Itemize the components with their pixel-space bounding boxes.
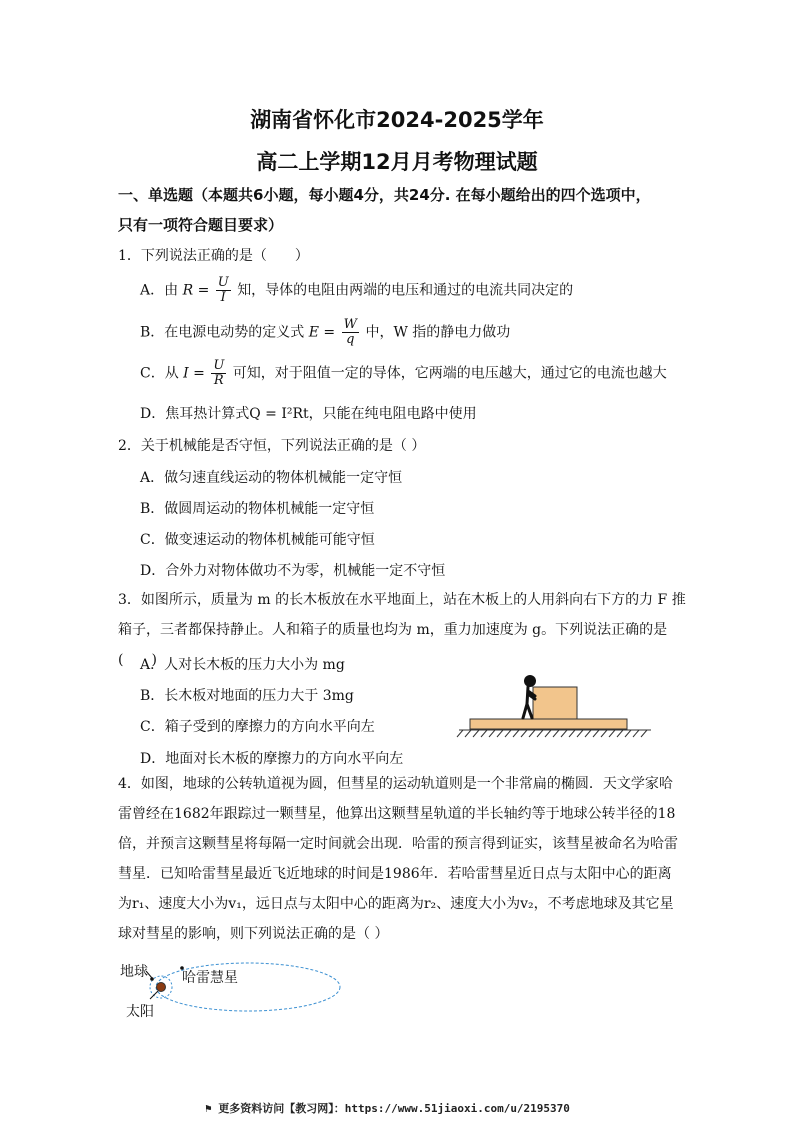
q1-a-prefix: A．由 bbox=[140, 282, 179, 299]
q4-stem bbox=[118, 769, 678, 949]
q1-stem: 1．下列说法正确的是（ ） bbox=[118, 248, 309, 264]
q1-option-d: D．焦耳热计算式Q = I²Rt，只能在纯电阻电路中使用 bbox=[140, 406, 477, 422]
q1-b-var: E bbox=[308, 324, 319, 341]
label-sun: 太阳 bbox=[126, 1004, 154, 1020]
footer-link[interactable]: 更多资料访问【教习网】：https://www.51jiaoxi.com/u/2195370 bbox=[218, 1102, 570, 1115]
q1-c-prefix: C．从 bbox=[140, 365, 179, 382]
q1-c-fraction bbox=[211, 359, 226, 388]
q1-c-var: I bbox=[183, 365, 189, 382]
q1-option-a: A．由 R = $\frac{U}{I}$ 知，导体的电阻由两端的电压和通过的电流共同决定的 bbox=[140, 275, 574, 305]
q1-b-denominator: q bbox=[346, 332, 355, 347]
q1-b-suffix: 中，W 指的静电力做功 bbox=[365, 324, 511, 341]
q1-a-suffix: 知，导体的电阻由两端的电压和通过的电流共同决定的 bbox=[237, 282, 574, 299]
q4-orbit-figure bbox=[118, 957, 348, 1021]
q1-c-suffix: 可知，对于阻值一定的导体，它两端的电压越大，通过它的电流也越大 bbox=[232, 365, 667, 382]
q1-b-prefix: B．在电源电动势的定义式 bbox=[140, 324, 305, 341]
q3-option-b: B．长木板对地面的压力大于 3mg bbox=[140, 688, 354, 704]
q4-line-3: 倍，并预言这颗彗星将每隔一定时间就会出现．哈雷的预言得到证实，该彗星被命名为哈雷 bbox=[118, 836, 678, 852]
q4-line-1: 4．如图，地球的公转轨道视为圆，但彗星的运动轨道则是一个非常扁的椭圆．天文学家哈 bbox=[118, 776, 673, 792]
q1-c-numerator: U bbox=[213, 358, 225, 373]
section-heading bbox=[118, 180, 678, 240]
title-line-2: 高二上学期12月月考物理试题 bbox=[256, 150, 538, 174]
q4-line-6: 球对彗星的影响，则下列说法正确的是（ ） bbox=[118, 926, 389, 942]
q3-option-c: C．箱子受到的摩擦力的方向水平向左 bbox=[140, 719, 375, 735]
q4-line-4: 彗星．已知哈雷彗星最近飞近地球的时间是1986年．若哈雷彗星近日点与太阳中心的距离 bbox=[118, 866, 672, 882]
q2-option-b: B．做圆周运动的物体机械能一定守恒 bbox=[140, 501, 375, 517]
q3-option-a: A．人对长木板的压力大小为 mg bbox=[140, 657, 345, 673]
q1-a-denominator: I bbox=[220, 290, 226, 305]
q2-option-a: A．做匀速直线运动的物体机械能一定守恒 bbox=[140, 470, 403, 486]
section-heading-line-2: 只有一项符合题目要求） bbox=[118, 216, 284, 234]
ground-hatching bbox=[457, 730, 651, 737]
q1-b-numerator: W bbox=[343, 317, 357, 332]
q1-a-numerator: U bbox=[217, 275, 229, 290]
label-comet: 哈雷慧星 bbox=[182, 970, 238, 986]
section-heading-line-1: 一、单选题（本题共6小题，每小题4分，共24分. 在每小题给出的四个选项中， bbox=[118, 186, 651, 204]
q4-line-5: 为r₁、速度大小为v₁，远日点与太阳中心的距离为r₂、速度大小为v₂，不考虑地球及其它星 bbox=[118, 896, 674, 912]
q2-option-c: C．做变速运动的物体机械能可能守恒 bbox=[140, 532, 375, 548]
q1-option-c: C．从 I = $\frac{U}{R}$ 可知，对于阻值一定的导体，它两端的电压越大，通过它的电流也越大 bbox=[140, 358, 667, 388]
q2-option-d: D．合外力对物体做功不为零，机械能一定不守恒 bbox=[140, 563, 446, 579]
q1-a-var: R bbox=[182, 282, 194, 299]
q3-option-d: D．地面对长木板的摩擦力的方向水平向左 bbox=[140, 751, 404, 767]
q4-line-2: 雷曾经在1682年跟踪过一颗彗星，他算出这颗彗星轨道的半长轴约等于地球公转半径的18 bbox=[118, 806, 676, 822]
flag-icon: ⚑ bbox=[205, 1102, 212, 1115]
q1-option-b: B．在电源电动势的定义式 E = $\frac{W}{q}$ 中，W 指的静电力做功 bbox=[140, 317, 511, 347]
q3-figure bbox=[455, 670, 655, 742]
sun bbox=[157, 983, 166, 992]
q3-stem-line-2: 箱子，三者都保持静止。人和箱子的质量也均为 m，重力加速度为 g。下列说法正确的是( ) bbox=[118, 622, 668, 668]
q1-a-fraction bbox=[216, 276, 231, 305]
q1-c-denominator: R bbox=[213, 373, 224, 388]
q1-b-fraction bbox=[342, 318, 359, 347]
box bbox=[533, 687, 577, 719]
long-board bbox=[470, 719, 627, 729]
title-line-1: 湖南省怀化市2024-2025学年 bbox=[250, 108, 544, 132]
q2-stem: 2．关于机械能是否守恒，下列说法正确的是（ ） bbox=[118, 438, 426, 454]
label-earth: 地球 bbox=[120, 964, 148, 980]
footer bbox=[205, 1100, 570, 1116]
q3-stem-line-1: 3．如图所示，质量为 m 的长木板放在水平地面上，站在木板上的人用斜向右下方的力 F 推 bbox=[118, 592, 686, 608]
